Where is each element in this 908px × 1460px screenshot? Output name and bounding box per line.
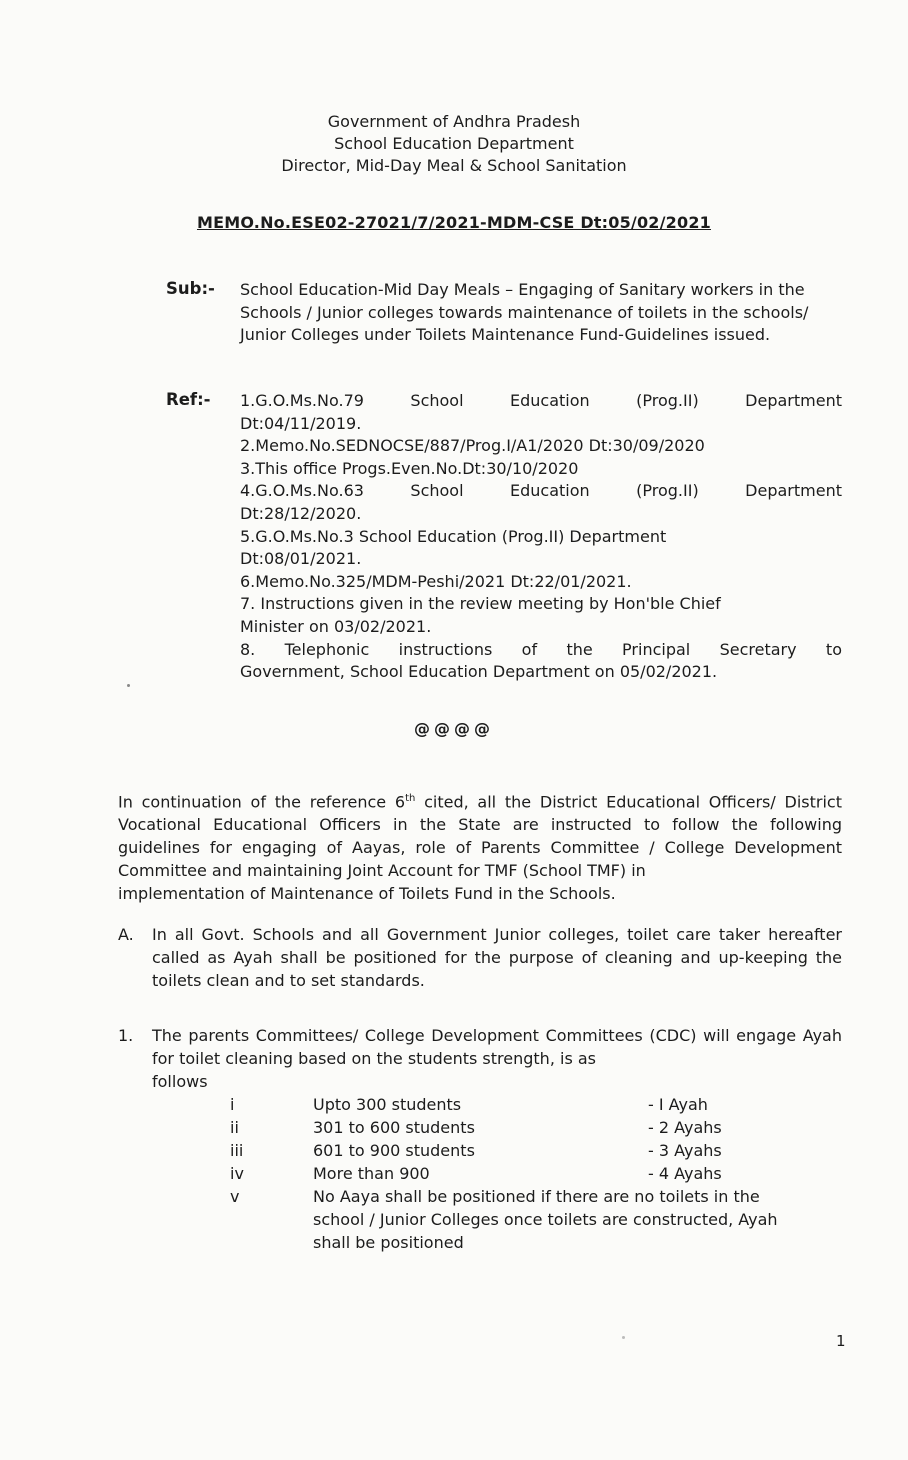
reference-line: Government, School Education Department on 05/02/2021. [240,662,718,682]
reference-label: Ref:- [166,390,211,409]
row-students: 301 to 600 students [313,1118,475,1137]
reference-line: Dt:04/11/2019. [240,413,362,433]
letterhead-director: Director, Mid-Day Meal & School Sanitation [281,156,627,175]
row-numeral: iii [230,1141,244,1160]
row-ayahs: - 4 Ayahs [648,1164,722,1183]
reference-line: 5.G.O.Ms.No.3 School Education (Prog.II) Department [240,526,667,546]
subject-label: Sub:- [166,279,215,298]
item-1-text: The parents Committees/ College Development Committees (CDC) will engage Ayah for toilet cleaning based on the students strength, is as [152,1026,842,1068]
intro-text-start: In continuation of the reference 6 [118,792,406,812]
letterhead [0,111,908,177]
row-students: 601 to 900 students [313,1141,475,1160]
intro-paragraph [118,787,842,905]
reference-list [240,390,842,684]
ordinal-suffix: th [405,793,416,804]
row-ayahs: - 3 Ayahs [648,1141,722,1160]
intro-text-rest: cited, all the District Educational Officers/ District Vocational Educational Officers in the State are instructed to follow the following guidelines for engaging of Aayas, role of Parents Committee / College Development Committee and maintaining Joint Account for TMF (School TMF) in [118,792,842,881]
reference-line: 2.Memo.No.SEDNOCSE/887/Prog.I/A1/2020 Dt:30/09/2020 [240,436,705,456]
reference-line: Minister on 03/02/2021. [240,616,432,636]
row-numeral: i [230,1095,235,1114]
item-a [118,923,842,992]
section-separator: @@@@ [414,719,494,738]
reference-line: 7. Instructions given in the review meeting by Hon'ble Chief [240,594,721,614]
reference-line: Dt:08/01/2021. [240,549,362,569]
row-students: Upto 300 students [313,1095,462,1114]
letterhead-government: Government of Andhra Pradesh [327,112,581,131]
row-students: More than 900 [313,1164,430,1183]
item-1-marker: 1. [118,1026,134,1045]
item-a-text: In all Govt. Schools and all Government Junior colleges, toilet care taker hereafter called as Ayah shall be positioned for the purpose of cleaning and up-keeping the toilets clean and to set standards. [152,925,842,990]
subject-text: School Education-Mid Day Meals – Engaging of Sanitary workers in the Schools / Junior colleges towards maintenance of toilets in the schools/ Junior Colleges under Toilets Maintenance Fund-Guidelines issued. [240,280,809,344]
page-number: 1 [836,1332,846,1350]
reference-line: Dt:28/12/2020. [240,503,362,523]
row-numeral: ii [230,1118,239,1137]
scan-speck [622,1336,625,1339]
item-1-last-line: follows [152,1072,208,1091]
row-numeral: v [230,1187,240,1206]
item-1 [118,1024,842,1093]
reference-line: 6.Memo.No.325/MDM-Peshi/2021 Dt:22/01/2021. [240,571,632,591]
reference-line: 3.This office Progs.Even.No.Dt:30/10/2020 [240,458,579,478]
reference-line: 1.G.O.Ms.No.79 School Education (Prog.II) Department [240,391,842,410]
scan-speck [127,684,130,687]
row-numeral: iv [230,1164,244,1183]
letterhead-department: School Education Department [334,134,574,153]
row-ayahs: - I Ayah [648,1095,708,1114]
row-ayahs: - 2 Ayahs [648,1118,722,1137]
intro-last-line: implementation of Maintenance of Toilets Fund in the Schools. [118,884,616,904]
item-a-marker: A. [118,925,134,944]
reference-line: 8. Telephonic instructions of the Principal Secretary to [240,639,842,659]
row-note: No Aaya shall be positioned if there are no toilets in the school / Junior Colleges once toilets are constructed, Ayah shall be positioned [313,1187,778,1252]
reference-line: 4.G.O.Ms.No.63 School Education (Prog.II) Department [240,481,842,501]
memo-number: MEMO.No.ESE02-27021/7/2021-MDM-CSE Dt:05/02/2021 [196,213,711,232]
